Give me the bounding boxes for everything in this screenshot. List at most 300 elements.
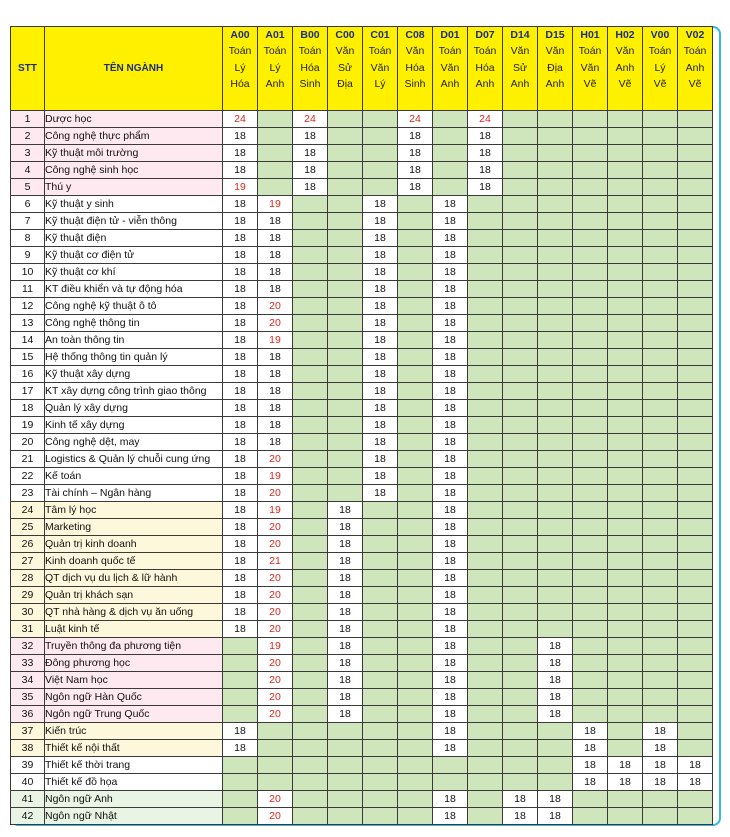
score-cell	[363, 502, 398, 519]
score-cell: 18	[538, 689, 573, 706]
score-cell	[223, 638, 258, 655]
row-number: 29	[11, 587, 45, 604]
score-cell: 18	[363, 213, 398, 230]
table-row	[11, 298, 713, 315]
score-cell	[293, 298, 328, 315]
score-cell	[503, 485, 538, 502]
score-cell	[678, 417, 713, 434]
score-cell	[468, 366, 503, 383]
score-cell	[643, 213, 678, 230]
score-cell	[223, 808, 258, 825]
score-cell: 18	[223, 587, 258, 604]
table-row	[11, 366, 713, 383]
score-cell	[678, 740, 713, 757]
score-cell	[538, 519, 573, 536]
score-cell	[468, 774, 503, 791]
score-cell	[293, 570, 328, 587]
score-cell: 18	[223, 383, 258, 400]
score-cell: 18	[468, 145, 503, 162]
score-cell	[398, 332, 433, 349]
combo-code: H02	[615, 29, 635, 41]
combo-header-d07	[468, 27, 503, 111]
score-cell	[608, 417, 643, 434]
score-cell	[608, 213, 643, 230]
major-name: Thiết kế nội thất	[45, 740, 223, 757]
score-cell	[398, 774, 433, 791]
combo-code: C00	[335, 29, 355, 41]
major-name: Thiết kế đồ họa	[45, 774, 223, 791]
score-cell	[538, 349, 573, 366]
table-row	[11, 706, 713, 723]
table-row	[11, 264, 713, 281]
score-cell: 18	[433, 740, 468, 757]
score-cell	[398, 757, 433, 774]
score-cell	[643, 655, 678, 672]
table-row	[11, 655, 713, 672]
score-cell	[538, 196, 573, 213]
score-cell	[573, 604, 608, 621]
combo-subject: Địa	[547, 61, 563, 74]
score-cell	[223, 791, 258, 808]
score-cell: 18	[328, 689, 363, 706]
major-name: Kinh doanh quốc tế	[45, 553, 223, 570]
score-cell	[468, 264, 503, 281]
score-cell	[678, 502, 713, 519]
score-cell	[643, 791, 678, 808]
score-cell	[468, 706, 503, 723]
major-name: Kế toán	[45, 468, 223, 485]
score-cell	[363, 808, 398, 825]
score-cell	[503, 553, 538, 570]
score-cell	[433, 145, 468, 162]
score-cell	[678, 808, 713, 825]
table-row	[11, 179, 713, 196]
combo-subject: Văn	[335, 45, 355, 57]
combo-subject: Văn	[545, 45, 565, 57]
table-row	[11, 196, 713, 213]
table-row	[11, 434, 713, 451]
score-cell	[468, 587, 503, 604]
score-cell	[538, 723, 573, 740]
score-cell	[398, 791, 433, 808]
combo-subject: Anh	[545, 78, 565, 90]
score-cell	[258, 723, 293, 740]
score-cell	[678, 247, 713, 264]
score-cell	[468, 349, 503, 366]
score-cell: 18	[223, 468, 258, 485]
score-cell: 19	[223, 179, 258, 196]
score-cell	[503, 332, 538, 349]
table-row	[11, 740, 713, 757]
score-cell: 20	[258, 706, 293, 723]
table-row	[11, 672, 713, 689]
score-cell	[503, 162, 538, 179]
score-cell	[573, 162, 608, 179]
score-cell	[468, 383, 503, 400]
score-cell	[643, 179, 678, 196]
score-cell	[643, 553, 678, 570]
table-row	[11, 774, 713, 791]
score-cell	[468, 400, 503, 417]
score-cell: 24	[398, 111, 433, 128]
major-name: Kỹ thuật cơ điện tử	[45, 247, 223, 264]
major-name: Ngôn ngữ Trung Quốc	[45, 706, 223, 723]
score-cell: 20	[258, 536, 293, 553]
score-cell	[468, 519, 503, 536]
score-cell	[573, 247, 608, 264]
table-row	[11, 485, 713, 502]
score-cell	[643, 196, 678, 213]
score-cell	[573, 519, 608, 536]
score-cell: 18	[433, 366, 468, 383]
score-cell: 18	[223, 621, 258, 638]
score-cell	[363, 774, 398, 791]
score-cell	[293, 706, 328, 723]
score-cell: 18	[223, 519, 258, 536]
combo-subject: Sinh	[299, 78, 321, 90]
row-number: 28	[11, 570, 45, 587]
score-cell	[293, 740, 328, 757]
score-cell	[643, 570, 678, 587]
score-cell	[538, 128, 573, 145]
score-cell	[538, 417, 573, 434]
score-cell: 18	[608, 757, 643, 774]
table-row	[11, 162, 713, 179]
score-cell: 18	[363, 247, 398, 264]
row-number: 26	[11, 536, 45, 553]
score-cell	[363, 179, 398, 196]
score-cell: 18	[433, 621, 468, 638]
score-cell	[398, 706, 433, 723]
score-cell	[328, 774, 363, 791]
score-cell	[503, 434, 538, 451]
score-cell	[678, 621, 713, 638]
table-row	[11, 128, 713, 145]
score-cell	[608, 366, 643, 383]
combo-code: V00	[650, 29, 670, 41]
score-cell	[643, 434, 678, 451]
score-cell	[293, 757, 328, 774]
score-cell	[608, 400, 643, 417]
score-cell	[608, 519, 643, 536]
score-cell	[363, 604, 398, 621]
major-name: Hệ thống thông tin quản lý	[45, 349, 223, 366]
score-cell: 18	[433, 213, 468, 230]
score-cell	[538, 298, 573, 315]
row-number: 12	[11, 298, 45, 315]
score-cell	[328, 417, 363, 434]
score-cell: 24	[223, 111, 258, 128]
score-cell: 18	[363, 383, 398, 400]
score-cell	[363, 638, 398, 655]
score-cell	[538, 213, 573, 230]
score-cell: 18	[433, 638, 468, 655]
score-cell	[363, 791, 398, 808]
score-cell: 18	[293, 128, 328, 145]
score-cell	[573, 587, 608, 604]
score-cell	[608, 179, 643, 196]
combo-subject: Toán	[368, 45, 392, 57]
row-number: 5	[11, 179, 45, 196]
score-cell	[538, 502, 573, 519]
score-cell	[573, 264, 608, 281]
score-cell	[433, 179, 468, 196]
table-row	[11, 145, 713, 162]
score-cell	[573, 400, 608, 417]
table-row	[11, 281, 713, 298]
score-cell	[433, 774, 468, 791]
score-cell: 20	[258, 672, 293, 689]
combo-subject: Anh	[475, 78, 495, 90]
score-cell	[573, 383, 608, 400]
score-cell	[293, 332, 328, 349]
score-cell	[503, 621, 538, 638]
score-cell	[293, 383, 328, 400]
table-row	[11, 570, 713, 587]
score-cell	[293, 247, 328, 264]
score-cell: 18	[643, 740, 678, 757]
score-cell	[678, 349, 713, 366]
score-cell	[643, 587, 678, 604]
score-cell	[503, 468, 538, 485]
score-cell	[293, 536, 328, 553]
score-cell	[608, 502, 643, 519]
combo-subject: Anh	[265, 78, 285, 90]
major-name: Đông phương học	[45, 655, 223, 672]
major-name: Ngôn ngữ Hàn Quốc	[45, 689, 223, 706]
score-cell: 18	[223, 553, 258, 570]
score-cell: 18	[363, 468, 398, 485]
score-cell	[293, 502, 328, 519]
row-number: 20	[11, 434, 45, 451]
score-cell: 18	[398, 145, 433, 162]
score-cell: 18	[433, 655, 468, 672]
score-cell	[293, 604, 328, 621]
combo-subject: Anh	[510, 78, 530, 90]
score-cell: 18	[328, 672, 363, 689]
score-cell	[503, 451, 538, 468]
score-cell	[433, 111, 468, 128]
score-cell: 18	[328, 536, 363, 553]
score-cell: 18	[223, 570, 258, 587]
score-cell	[468, 740, 503, 757]
score-cell	[503, 366, 538, 383]
score-cell	[328, 315, 363, 332]
score-cell: 20	[258, 621, 293, 638]
row-number: 41	[11, 791, 45, 808]
score-cell: 21	[258, 553, 293, 570]
table-row	[11, 536, 713, 553]
stt-header: STT	[11, 27, 45, 111]
score-cell: 20	[258, 791, 293, 808]
score-cell	[503, 196, 538, 213]
score-cell	[503, 706, 538, 723]
score-cell	[223, 672, 258, 689]
score-cell	[398, 723, 433, 740]
score-cell: 18	[223, 502, 258, 519]
score-cell: 18	[223, 196, 258, 213]
score-cell	[678, 213, 713, 230]
score-cell	[573, 332, 608, 349]
score-cell	[573, 553, 608, 570]
row-number: 6	[11, 196, 45, 213]
score-cell	[363, 706, 398, 723]
combo-subject: Anh	[440, 78, 460, 90]
row-number: 11	[11, 281, 45, 298]
score-cell: 18	[433, 808, 468, 825]
score-cell: 18	[468, 128, 503, 145]
score-cell: 18	[433, 451, 468, 468]
score-cell	[258, 757, 293, 774]
combo-subject: Lý	[374, 78, 386, 90]
score-cell	[468, 434, 503, 451]
score-cell: 18	[398, 179, 433, 196]
score-cell	[503, 604, 538, 621]
score-cell: 18	[223, 723, 258, 740]
score-cell	[538, 434, 573, 451]
score-cell: 18	[258, 366, 293, 383]
score-cell	[328, 383, 363, 400]
score-cell	[468, 230, 503, 247]
score-cell	[643, 468, 678, 485]
score-cell	[678, 111, 713, 128]
table-row	[11, 451, 713, 468]
score-cell	[468, 723, 503, 740]
table-row	[11, 553, 713, 570]
score-cell: 18	[258, 247, 293, 264]
score-cell: 18	[223, 162, 258, 179]
score-cell	[328, 349, 363, 366]
score-cell	[678, 672, 713, 689]
score-cell	[503, 315, 538, 332]
score-cell: 19	[258, 468, 293, 485]
score-cell	[678, 468, 713, 485]
score-cell	[468, 791, 503, 808]
score-cell	[608, 740, 643, 757]
combo-code: V02	[685, 29, 705, 41]
major-name: Thú y	[45, 179, 223, 196]
score-cell	[398, 349, 433, 366]
score-cell	[678, 179, 713, 196]
score-cell: 18	[258, 230, 293, 247]
score-cell	[538, 145, 573, 162]
score-cell: 18	[538, 706, 573, 723]
score-cell	[573, 366, 608, 383]
major-name: Ngôn ngữ Nhật	[45, 808, 223, 825]
score-cell	[538, 740, 573, 757]
score-cell	[468, 213, 503, 230]
score-cell	[608, 638, 643, 655]
score-cell	[363, 128, 398, 145]
score-cell	[293, 264, 328, 281]
row-number: 39	[11, 757, 45, 774]
score-cell: 20	[258, 808, 293, 825]
table-row	[11, 604, 713, 621]
score-cell	[503, 519, 538, 536]
score-cell	[223, 757, 258, 774]
score-cell	[503, 145, 538, 162]
score-cell: 19	[258, 196, 293, 213]
combo-header-c01	[363, 27, 398, 111]
score-cell: 18	[223, 451, 258, 468]
score-cell	[293, 213, 328, 230]
table-row	[11, 213, 713, 230]
score-cell	[608, 383, 643, 400]
score-cell	[503, 230, 538, 247]
score-cell	[608, 587, 643, 604]
combo-header-c00	[328, 27, 363, 111]
combo-code: A00	[230, 29, 250, 41]
score-cell: 18	[363, 332, 398, 349]
score-cell	[398, 264, 433, 281]
score-cell	[293, 638, 328, 655]
score-cell	[258, 179, 293, 196]
score-cell	[468, 196, 503, 213]
score-cell	[328, 434, 363, 451]
score-cell: 18	[678, 774, 713, 791]
score-cell	[503, 247, 538, 264]
row-number: 21	[11, 451, 45, 468]
score-cell	[503, 655, 538, 672]
score-cell: 18	[223, 332, 258, 349]
score-cell: 18	[363, 264, 398, 281]
table-header	[11, 27, 713, 111]
table-row	[11, 111, 713, 128]
score-cell	[433, 128, 468, 145]
combo-header-a01	[258, 27, 293, 111]
row-number: 16	[11, 366, 45, 383]
score-cell	[643, 332, 678, 349]
score-cell	[538, 179, 573, 196]
score-cell	[573, 672, 608, 689]
score-cell: 18	[433, 383, 468, 400]
score-cell	[503, 723, 538, 740]
score-cell: 18	[433, 536, 468, 553]
combo-subject: Toán	[648, 45, 672, 57]
score-cell: 18	[433, 604, 468, 621]
major-name: Tâm lý học	[45, 502, 223, 519]
score-cell	[538, 315, 573, 332]
score-cell	[328, 145, 363, 162]
score-cell	[678, 128, 713, 145]
score-cell	[573, 655, 608, 672]
score-cell	[293, 553, 328, 570]
score-cell: 18	[363, 434, 398, 451]
combo-subject: Lý	[654, 61, 666, 74]
major-name: Truyền thông đa phương tiện	[45, 638, 223, 655]
major-name: Công nghệ sinh học	[45, 162, 223, 179]
score-cell	[678, 162, 713, 179]
score-cell: 18	[433, 570, 468, 587]
score-cell	[678, 570, 713, 587]
combo-subject: Địa	[337, 78, 353, 90]
score-cell	[643, 315, 678, 332]
score-cell	[293, 587, 328, 604]
score-cell	[398, 502, 433, 519]
combo-code: C01	[370, 29, 390, 41]
score-cell	[398, 417, 433, 434]
score-cell: 18	[433, 264, 468, 281]
combo-subject: Văn	[580, 61, 600, 74]
combo-subject: Văn	[440, 61, 460, 74]
score-cell: 18	[643, 757, 678, 774]
score-cell	[573, 451, 608, 468]
score-cell	[573, 468, 608, 485]
combo-subject: Toán	[298, 45, 322, 57]
combo-code: A01	[265, 29, 285, 41]
score-cell: 18	[223, 740, 258, 757]
major-name: Tài chính – Ngân hàng	[45, 485, 223, 502]
